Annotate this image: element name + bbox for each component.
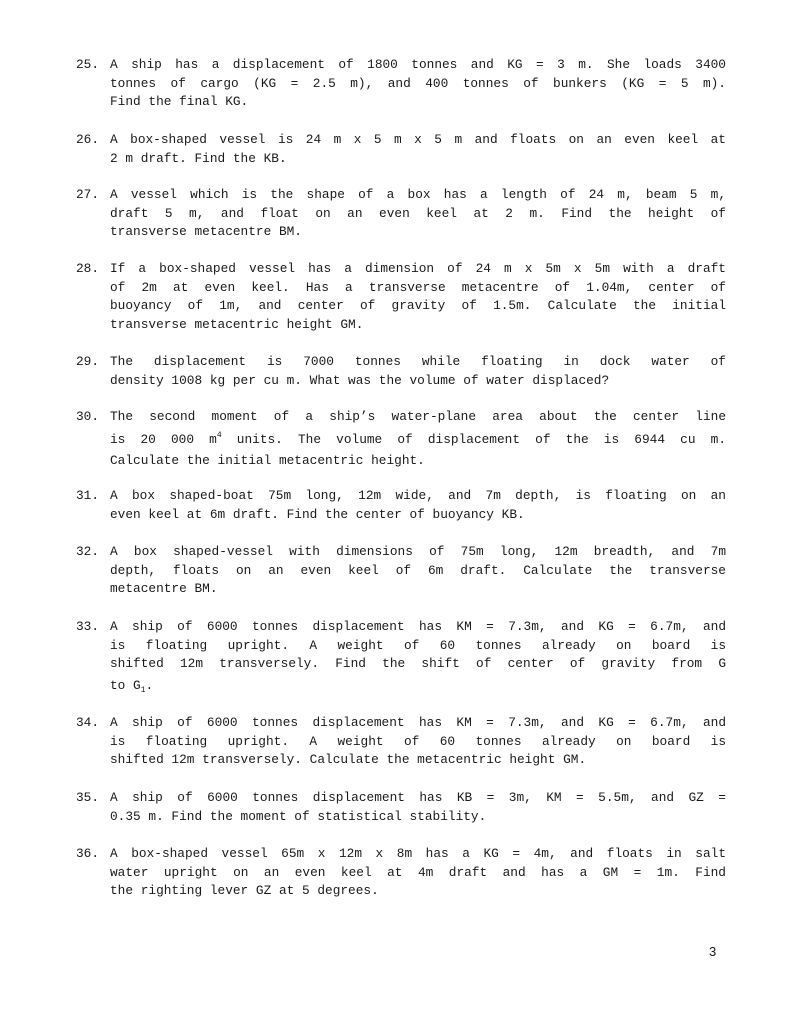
question-28: [76, 260, 726, 334]
question-number: 36.: [76, 846, 100, 861]
question-line: A ship of 6000 tonnes displacement has KM = 7.3m, and KG = 6.7m, and: [110, 715, 726, 730]
superscript: 4: [216, 430, 222, 440]
question-line: The displacement is 7000 tonnes while floating in dock water of: [110, 354, 726, 369]
subscript: 1: [140, 685, 146, 695]
question-30: [76, 408, 726, 471]
question-number: 34.: [76, 715, 100, 730]
question-line: A ship of 6000 tonnes displacement has KB = 3m, KM = 5.5m, and GZ =: [110, 790, 726, 805]
question-number: 25.: [76, 57, 100, 72]
question-line: A box shaped-vessel with dimensions of 75m long, 12m breadth, and 7m: [110, 544, 726, 559]
question-number: 26.: [76, 132, 100, 147]
question-line: 0.35 m. Find the moment of statistical stability.: [110, 808, 487, 824]
question-line: A box-shaped vessel is 24 m x 5 m x 5 m and floats on an even keel at: [110, 132, 726, 147]
question-number: 33.: [76, 619, 100, 634]
question-29: [76, 353, 726, 390]
question-number: 29.: [76, 354, 100, 369]
question-number: 31.: [76, 488, 100, 503]
question-line: A box-shaped vessel 65m x 12m x 8m has a KG = 4m, and floats in salt: [110, 846, 726, 861]
question-31: [76, 487, 726, 524]
question-line: of 2m at even keel. Has a transverse metacentre of 1.04m, center of: [110, 279, 726, 295]
question-line-part: units. The volume of displacement of the is 6944 cu m.: [221, 431, 726, 447]
question-line: transverse metacentric height GM.: [110, 316, 364, 332]
question-25: [76, 56, 726, 112]
question-line: draft 5 m, and float on an even keel at 2 m. Find the height of: [110, 205, 726, 221]
question-line: water upright on an even keel at 4m draft and has a GM = 1m. Find: [110, 864, 726, 880]
question-line: shifted 12m transversely. Find the shift of center of gravity from G: [110, 656, 726, 671]
question-26: [76, 131, 726, 168]
question-line: is floating upright. A weight of 60 tonnes already on board is: [110, 637, 726, 653]
question-line-with-subscript: [76, 677, 726, 696]
question-line-with-superscript: [76, 431, 726, 450]
question-line: depth, floats on an even keel of 6m draft. Calculate the transverse: [110, 562, 726, 578]
question-line: Find the final KG.: [110, 94, 249, 109]
question-number: 35.: [76, 790, 100, 805]
question-line-part: is 20 000 m: [110, 431, 217, 447]
question-line: metacentre BM.: [110, 581, 218, 596]
question-number: 30.: [76, 409, 100, 424]
question-line: A vessel which is the shape of a box has a length of 24 m, beam 5 m,: [110, 187, 726, 202]
question-36: [76, 845, 726, 901]
question-number: 27.: [76, 187, 100, 202]
question-line: transverse metacentre BM.: [110, 224, 302, 239]
question-27: [76, 186, 726, 242]
question-line: even keel at 6m draft. Find the center of buoyancy KB.: [110, 506, 525, 522]
question-line-part: .: [145, 677, 154, 693]
question-line: density 1008 kg per cu m. What was the volume of water displaced?: [110, 372, 610, 388]
question-line: A box shaped-boat 75m long, 12m wide, and 7m depth, is floating on an: [110, 488, 726, 503]
question-line: shifted 12m transversely. Calculate the metacentric height GM.: [110, 752, 587, 767]
question-32: [76, 543, 726, 599]
question-line: tonnes of cargo (KG = 2.5 m), and 400 tonnes of bunkers (KG = 5 m).: [110, 75, 726, 91]
question-line: is floating upright. A weight of 60 tonnes already on board is: [110, 733, 726, 749]
question-number: 32.: [76, 544, 100, 559]
question-line-part: to G: [110, 677, 141, 693]
question-line: The second moment of a ship’s water-plane area about the center line: [110, 409, 726, 424]
question-line: 2 m draft. Find the KB.: [110, 150, 287, 166]
question-34: [76, 714, 726, 770]
question-number: 28.: [76, 261, 100, 276]
question-line: A ship has a displacement of 1800 tonnes and KG = 3 m. She loads 3400: [110, 57, 726, 72]
question-line: the righting lever GZ at 5 degrees.: [110, 883, 379, 898]
page-number: 3: [709, 944, 717, 959]
question-line: A ship of 6000 tonnes displacement has KM = 7.3m, and KG = 6.7m, and: [110, 619, 726, 634]
question-line: buoyancy of 1m, and center of gravity of 1.5m. Calculate the initial: [110, 298, 726, 313]
question-line: Calculate the initial metacentric height.: [110, 453, 425, 468]
question-line: If a box-shaped vessel has a dimension of 24 m x 5m x 5m with a draft: [110, 261, 726, 276]
question-33: [76, 618, 726, 695]
question-35: [76, 789, 726, 826]
